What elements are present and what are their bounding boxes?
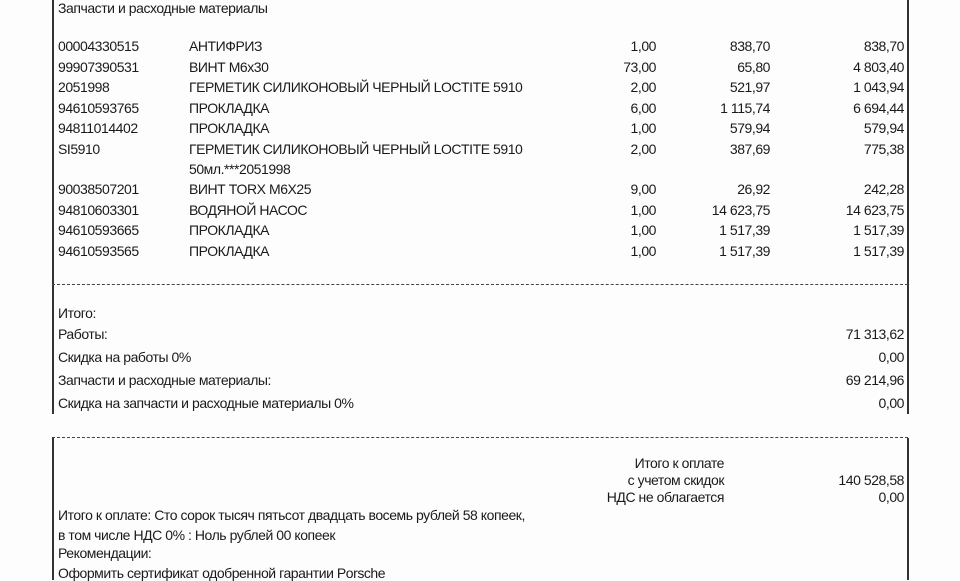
item-code: 94610593665: [58, 222, 139, 238]
summary-value-works-discount: 0,00: [878, 349, 904, 365]
item-total: 6 694,44: [853, 99, 904, 116]
item-qty: 9,00: [630, 181, 656, 197]
item-code: SI5910: [58, 140, 100, 157]
payment-words-1: Итого к оплате: Сто сорок тысяч пятьсот двадцать восемь рублей 58 копеек,: [58, 507, 525, 523]
item-name: ПРОКЛАДКА: [189, 222, 270, 238]
item-name: ПРОКЛАДКА: [189, 120, 270, 136]
item-name: ВИНТ M6x30: [189, 58, 269, 75]
item-code: 94610593765: [58, 99, 139, 116]
item-code: 90038507201: [58, 181, 139, 197]
item-price: 26,92: [737, 181, 770, 197]
border-right: [907, 285, 909, 414]
border-right: [907, 0, 909, 285]
summary-title: Итого:: [58, 305, 96, 321]
item-qty: 1,00: [630, 222, 656, 238]
summary-value-parts-discount: 0,00: [878, 395, 904, 411]
payment-value-total: 140 528,58: [838, 472, 904, 488]
item-price: 1 517,39: [719, 222, 770, 238]
item-qty: 2,00: [630, 79, 656, 95]
payment-value-vat: 0,00: [878, 489, 904, 505]
summary-label-works-discount: Скидка на работы 0%: [58, 349, 191, 365]
item-qty: 1,00: [630, 38, 656, 54]
item-name-continued: 50мл.***2051998: [189, 160, 291, 177]
summary-label-parts-discount: Скидка на запчасти и расходные материалы 0%: [58, 395, 354, 411]
recommendations-title: Рекомендации:: [58, 545, 152, 561]
item-total: 838,70: [863, 38, 904, 54]
border-left: [52, 0, 54, 285]
border-left: [52, 285, 54, 414]
item-total: 14 623,75: [845, 201, 904, 218]
item-name: ВОДЯНОЙ НАСОС: [189, 201, 308, 218]
payment-label-total: Итого к оплате: [634, 455, 724, 471]
item-total: 1 517,39: [853, 242, 904, 259]
divider: [52, 437, 908, 438]
item-code: 2051998: [58, 79, 110, 95]
item-price: 1 517,39: [719, 242, 770, 259]
item-price: 14 623,75: [711, 201, 770, 218]
divider: [52, 284, 908, 285]
summary-value-parts: 69 214,96: [845, 372, 904, 388]
recommendations-text: Оформить сертификат одобренной гарантии Porsche: [58, 565, 386, 581]
item-total: 1 517,39: [853, 222, 904, 238]
item-qty: 1,00: [630, 120, 656, 136]
item-code: 94810603301: [58, 201, 139, 218]
item-name: АНТИФРИЗ: [189, 38, 262, 54]
item-qty: 1,00: [630, 242, 656, 259]
border-left: [52, 438, 54, 580]
summary-label-works: Работы:: [58, 326, 108, 342]
item-price: 579,94: [729, 120, 770, 136]
item-code: 94610593565: [58, 242, 139, 259]
payment-label-vat: НДС не облагается: [606, 489, 724, 505]
payment-label-discounted: с учетом скидок: [627, 472, 724, 488]
item-code: 00004330515: [58, 38, 139, 54]
item-total: 579,94: [863, 120, 904, 136]
item-qty: 6,00: [630, 99, 656, 116]
summary-label-parts: Запчасти и расходные материалы:: [58, 372, 271, 388]
item-name: ПРОКЛАДКА: [189, 99, 270, 116]
payment-words-2: в том числе НДС 0% : Ноль рублей 00 копеек: [58, 527, 336, 543]
border-right: [907, 438, 909, 580]
item-code: 94811014402: [58, 120, 138, 136]
item-total: 4 803,40: [853, 58, 904, 75]
item-name: ПРОКЛАДКА: [189, 242, 270, 259]
item-price: 838,70: [729, 38, 770, 54]
item-price: 1 115,74: [720, 99, 770, 116]
summary-value-works: 71 313,62: [845, 326, 904, 342]
item-qty: 73,00: [623, 58, 656, 75]
item-price: 387,69: [729, 140, 770, 157]
item-total: 242,28: [863, 181, 904, 197]
section-title: Запчасти и расходные материалы: [58, 0, 268, 16]
item-name: ВИНТ TORX M6X25: [189, 181, 312, 197]
item-price: 521,97: [729, 79, 770, 95]
item-total: 775,38: [863, 140, 904, 157]
item-code: 99907390531: [58, 58, 139, 75]
item-name: ГЕРМЕТИК СИЛИКОНОВЫЙ ЧЕРНЫЙ LOCTITE 5910: [189, 79, 523, 95]
item-total: 1 043,94: [853, 79, 904, 95]
item-qty: 2,00: [630, 140, 656, 157]
item-price: 65,80: [737, 58, 770, 75]
item-name: ГЕРМЕТИК СИЛИКОНОВЫЙ ЧЕРНЫЙ LOCTITE 5910: [189, 140, 523, 157]
item-qty: 1,00: [630, 201, 656, 218]
